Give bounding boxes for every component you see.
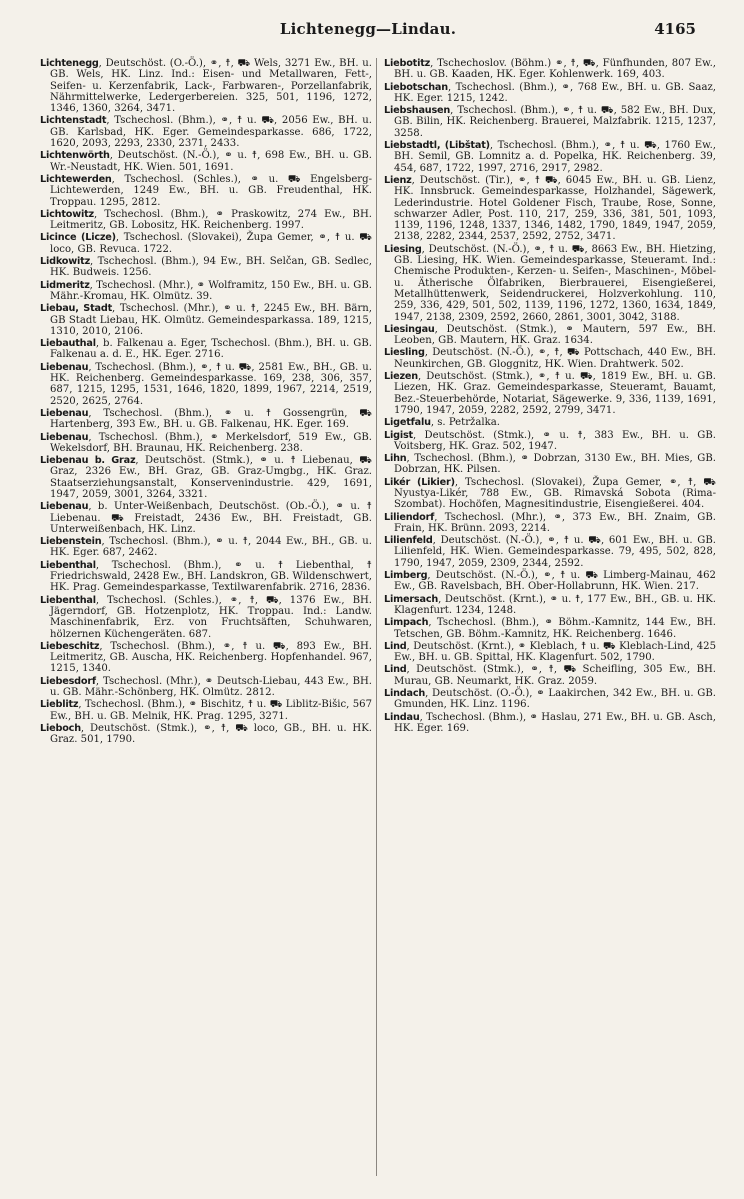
gazetteer-entry: Liebenthal, Tschechosl. (Schles.), ⚭, ☨, ⛟, 1376 Ew., BH. Jägerndorf, GB. Hotzenplotz, HK. Troppau. Ind.: Landw. Maschinenfabrik, Erz. von Fruchtsäften, Schuhwaren, hölzernen Küchengeräten. 687. bbox=[40, 594, 372, 640]
gazetteer-entry: Liebenau, Tschechosl. (Bhm.), ⚭, ☨ u. ⛟, 2581 Ew., BH., GB. u. HK. Reichenberg. Gemeindesparkasse. 169, 238, 306, 357, 687, 1215, 1295, 1531, 1646, 1820, 1899, 1967, 2214, 2519, 2520, 2625, 2764. bbox=[40, 361, 372, 407]
entry-place-name: Liebshausen bbox=[384, 105, 451, 117]
entry-place-name: Lieboch bbox=[40, 722, 81, 734]
entry-description: Tschechosl. (Mhr.), ⚭ Deutsch-Liebau, 443 Ew., BH. u. GB. Mähr.-Schönberg, HK. Olmütz. 2812. bbox=[50, 675, 372, 699]
entry-place-name: Lind bbox=[384, 664, 407, 676]
entry-place-name: Limberg bbox=[384, 570, 428, 582]
entry-description: Tschechosl. (Bhm.), ⚭, ☨ u. ⛟, 893 Ew., BH. Leitmeritz, GB. Auscha, HK. Reichenberg. Hopfenhandel. 967, 1215, 1340. bbox=[50, 640, 372, 675]
entry-description: Tschechosl. (Bhm.), ⚭, 768 Ew., BH. u. GB. Saaz, HK. Eger. 1215, 1242. bbox=[394, 81, 716, 104]
entry-place-name: Liebenau bbox=[40, 407, 89, 419]
gazetteer-entry: Lindau, Tschechosl. (Bhm.), ⚭ Haslau, 271 Ew., BH. u. GB. Asch, HK. Eger. 169. bbox=[384, 711, 716, 734]
entry-description: Tschechosl. (Mhr.), ⚭ Wolframitz, 150 Ew., BH. u. GB. Mähr.-Kromau, HK. Olmütz. 39. bbox=[50, 279, 372, 302]
entry-place-name: Liebenau bbox=[40, 501, 89, 513]
right-column bbox=[384, 58, 716, 735]
column-divider bbox=[376, 58, 377, 1176]
gazetteer-entry: Lilienfeld, Deutschöst. (N.-Ö.), ⚭, ☨ u. ⛟, 601 Ew., BH. u. GB. Lilienfeld, HK. Wien. Gemeindesparkasse. 79, 495, 502, 828, 1790, 1947, 2059, 2309, 2344, 2592. bbox=[384, 535, 716, 569]
gazetteer-entry: Lichtewerden, Tschechosl. (Schles.), ⚭ u. ⛟ Engelsberg-Lichtewerden, 1249 Ew., BH. u. GB. Freudenthal, HK. Troppau. 1295, 2812. bbox=[40, 173, 373, 208]
entry-place-name: Liebenstein bbox=[40, 536, 102, 548]
entry-place-name: Lidkowitz bbox=[40, 256, 91, 268]
entry-description: Tschechosl. (Bhm.), ⚭ Praskowitz, 274 Ew., BH. Leitmeritz, GB. Lobositz, HK. Reichenberg. 1997. bbox=[50, 208, 372, 232]
entry-place-name: Lindau bbox=[384, 711, 420, 723]
gazetteer-entry: Liebenau, b. Unter-Weißenbach, Deutschöst. (Ob.-Ö.), ⚭ u. ☨ Liebenau. ⛟ Freistadt, 2436 Ew., BH. Freistadt, GB. Unterweißenbach, HK. Linz. bbox=[40, 501, 372, 535]
entry-place-name: Liebau, Stadt bbox=[40, 303, 113, 315]
entry-description: Tschechosl. (Bhm.), ⚭ u. ☨ Liebenthal, ☨ Friedrichswald, 2428 Ew., BH. Landskron, GB. Wildenschwert, HK. Prag. Gemeindesparkasse, Textilwarenfabrik. 2716, 2836. bbox=[50, 559, 372, 594]
entry-place-name: Liliendorf bbox=[384, 511, 435, 523]
entry-place-name: Lind bbox=[384, 640, 407, 652]
entry-description: Tschechosl. (Bhm.), ⚭ Bischitz, ☨ u. ⛟ Liblitz-Bišic, 567 Ew., BH. u. GB. Melnik, HK. Prag. 1295, 3271. bbox=[50, 699, 372, 722]
gazetteer-entry: Liebauthal, b. Falkenau a. Eger, Tschechosl. (Bhm.), BH. u. GB. Falkenau a. d. E., HK. Eger. 2716. bbox=[40, 338, 372, 361]
entry-description: Tschechosl. (Schles.), ⚭, ☨, ⛟, 1376 Ew., BH. Jägerndorf, GB. Hotzenplotz, HK. Troppau. Ind.: Landw. Maschinenfabrik, Erz. von Fruchtsäften, Schuhwaren, hölzernen Küchengeräten. 687. bbox=[50, 594, 372, 640]
entry-description: s. Petržalka. bbox=[437, 417, 500, 429]
entry-place-name: Liebenau b. Graz bbox=[40, 455, 136, 467]
entry-place-name: Lichtenwörth bbox=[40, 150, 110, 162]
entry-description: Tschechosl. (Bhm.), ⚭, ☨ u. ⛟, 1760 Ew., BH. Semil, GB. Lomnitz a. d. Popelka, HK. Reichenberg. 39, 454, 687, 1722, 1997, 2716, 2917, 2982. bbox=[394, 140, 716, 174]
entry-place-name: Lindach bbox=[384, 688, 426, 700]
entry-description: b. Unter-Weißenbach, Deutschöst. (Ob.-Ö.), ⚭ u. ☨ Liebenau. ⛟ Freistadt, 2436 Ew., BH. Freistadt, GB. Unterweißenbach, HK. Linz. bbox=[50, 501, 372, 535]
gazetteer-entry: Liesingau, Deutschöst. (Stmk.), ⚭ Mautern, 597 Ew., BH. Leoben, GB. Mautern, HK. Graz. 1634. bbox=[384, 323, 716, 347]
entry-description: Deutschöst. (O.-Ö.), ⚭, ☨, ⛟ Wels, 3271 Ew., BH. u. GB. Wels, HK. Linz. Ind.: Eisen- und Metallwaren, Fett-, Seifen- u. Kerzenfabrik, Lack-, Farbwaren-, Porzellanfabrik, Nährmittelwerke, Ledergerbereien. 325, 501, 1196, 1272, 1346, 1360, 3264, 3471. bbox=[50, 58, 372, 115]
gazetteer-entry: Liebenau, Tschechosl. (Bhm.), ⚭ u. ☨ Gossengrün, ⛟ Hartenberg, 393 Ew., BH. u. GB. Falkenau, HK. Eger. 169. bbox=[40, 407, 372, 431]
entry-description: Deutschöst. (O.-Ö.), ⚭ Laakirchen, 342 Ew., BH. u. GB. Gmunden, HK. Linz. 1196. bbox=[394, 688, 716, 711]
entry-place-name: Liebenthal bbox=[40, 594, 96, 606]
gazetteer-entry: Licince (Licze), Tschechosl. (Slovakei), Župa Gemer, ⚭, ☨ u. ⛟ loco, GB. Revuca. 1722. bbox=[40, 232, 372, 255]
entry-place-name: Ligist bbox=[384, 429, 413, 441]
gazetteer-entry: Lindach, Deutschöst. (O.-Ö.), ⚭ Laakirchen, 342 Ew., BH. u. GB. Gmunden, HK. Linz. 1196. bbox=[384, 688, 716, 711]
gazetteer-entry: Lienz, Deutschöst. (Tir.), ⚭, ☨ ⛟, 6045 Ew., BH. u. GB. Lienz, HK. Innsbruck. Gemeindesparkasse, Holzhandel, Sägewerk, Lederindustrie. Hotel Goldener Fisch, Traube, Rose, Sonne, schwarzer Adler, Post. 110, 217, 259, 336, 381, 501, 1093, 1139, 1196, 1248, 1337, 1346, 1482, 1790, 1849, 1947, 2059, 2138, 2282, 2344, 2537, 2592, 2752, 3471. bbox=[384, 174, 717, 243]
entry-place-name: Lidmeritz bbox=[40, 279, 90, 291]
gazetteer-entry: Lichtenstadt, Tschechosl. (Bhm.), ⚭, ☨ u. ⛟, 2056 Ew., BH. u. GB. Karlsbad, HK. Eger. Gemeindesparkasse. 686, 1722, 1620, 2093, 2293, 2330, 2371, 2433. bbox=[40, 115, 372, 150]
gazetteer-entry: Liebotschan, Tschechosl. (Bhm.), ⚭, 768 Ew., BH. u. GB. Saaz, HK. Eger. 1215, 1242. bbox=[384, 81, 716, 104]
gazetteer-entry: Lichtenwörth, Deutschöst. (N.-Ö.), ⚭ u. ☨, 698 Ew., BH. u. GB. Wr.-Neustadt, HK. Wien. 501, 1691. bbox=[40, 150, 372, 173]
entry-description: Deutschöst. (Stmk.), ⚭ Mautern, 597 Ew., BH. Leoben, GB. Mautern, HK. Graz. 1634. bbox=[394, 323, 716, 347]
gazetteer-entry: Liesling, Deutschöst. (N.-Ö.), ⚭, ☨, ⛟ Pottschach, 440 Ew., BH. Neunkirchen, GB. Gloggnitz, HK. Wien. Drahtwerk. 502. bbox=[384, 347, 716, 370]
gazetteer-entry: Lihn, Tschechosl. (Bhm.), ⚭ Dobrzan, 3130 Ew., BH. Mies, GB. Dobrzan, HK. Pilsen. bbox=[384, 453, 716, 476]
entry-description: Tschechosl. (Bhm.), ⚭ Merkelsdorf, 519 Ew., GB. Wekelsdorf, BH. Braunau, HK. Reichenberg. 238. bbox=[50, 431, 373, 454]
running-title: Lichtenegg—Lindau. bbox=[279, 20, 457, 38]
left-column bbox=[40, 58, 372, 747]
entry-description: Tschechosl. (Bhm.), 94 Ew., BH. Selčan, GB. Sedlec, HK. Budweis. 1256. bbox=[50, 256, 373, 279]
entry-description: Deutschöst. (Stmk.), ⚭, ☨, ⛟ loco, GB., BH. u. HK. Graz. 501, 1790. bbox=[50, 722, 372, 746]
page-number: 4165 bbox=[654, 20, 696, 38]
entry-place-name: Limpach bbox=[384, 617, 429, 629]
entry-description: Tschechosl. (Bhm.), ⚭ Haslau, 271 Ew., BH. u. GB. Asch, HK. Eger. 169. bbox=[394, 711, 716, 734]
gazetteer-entry: Lind, Deutschöst. (Krnt.), ⚭ Kleblach, ☨ u. ⛟ Kleblach-Lind, 425 Ew., BH. u. GB. Spittal, HK. Klagenfurt. 502, 1790. bbox=[384, 640, 716, 664]
entry-place-name: Liebesdorf bbox=[40, 675, 96, 687]
entry-description: Deutschöst. (N.-Ö.), ⚭, ☨, ⛟ Pottschach, 440 Ew., BH. Neunkirchen, GB. Gloggnitz, HK. Wien. Drahtwerk. 502. bbox=[394, 347, 716, 370]
entry-description: Deutschöst. (Krnt.), ⚭ u. ☨, 177 Ew., BH., GB. u. HK. Klagenfurt. 1234, 1248. bbox=[394, 593, 716, 616]
entry-description: Deutschöst. (Stmk.), ⚭, ☨, ⛟ Scheifling, 305 Ew., BH. Murau, GB. Neumarkt, HK. Graz. 2059. bbox=[394, 664, 716, 687]
entry-place-name: Lichtenstadt bbox=[40, 115, 107, 127]
gazetteer-entry: Lidkowitz, Tschechosl. (Bhm.), 94 Ew., BH. Selčan, GB. Sedlec, HK. Budweis. 1256. bbox=[40, 256, 373, 279]
entry-description: Deutschöst. (Krnt.), ⚭ Kleblach, ☨ u. ⛟ Kleblach-Lind, 425 Ew., BH. u. GB. Spittal, HK. Klagenfurt. 502, 1790. bbox=[394, 640, 716, 664]
gazetteer-entry: Liebesdorf, Tschechosl. (Mhr.), ⚭ Deutsch-Liebau, 443 Ew., BH. u. GB. Mähr.-Schönberg, HK. Olmütz. 2812. bbox=[40, 675, 372, 699]
gazetteer-entry: Lind, Deutschöst. (Stmk.), ⚭, ☨, ⛟ Scheifling, 305 Ew., BH. Murau, GB. Neumarkt, HK. Graz. 2059. bbox=[384, 664, 716, 687]
gazetteer-entry: Ligetfalu, s. Petržalka. bbox=[384, 417, 500, 429]
running-head bbox=[40, 20, 696, 42]
entry-description: Tschechosl. (Bhm.), ⚭ u. ☨ Gossengrün, ⛟ Hartenberg, 393 Ew., BH. u. GB. Falkenau, HK. Eger. 169. bbox=[50, 407, 372, 431]
entry-description: Tschechosl. (Schles.), ⚭ u. ⛟ Engelsberg-Lichtewerden, 1249 Ew., BH. u. GB. Freudenthal, HK. Troppau. 1295, 2812. bbox=[50, 173, 373, 208]
entry-description: Tschechosl. (Bhm.), ⚭ Böhm.-Kamnitz, 144 Ew., BH. Tetschen, GB. Böhm.-Kamnitz, HK. Reichenberg. 1646. bbox=[394, 617, 716, 640]
entry-description: b. Falkenau a. Eger, Tschechosl. (Bhm.), BH. u. GB. Falkenau a. d. E., HK. Eger. 2716. bbox=[50, 338, 372, 361]
entry-description: Tschechoslov. (Böhm.) ⚭, ☨, ⛟, Fünfhunden, 807 Ew., BH. u. GB. Kaaden, HK. Eger. Kohlenwerk. 169, 403. bbox=[394, 58, 716, 81]
gazetteer-entry: Lichtowitz, Tschechosl. (Bhm.), ⚭ Praskowitz, 274 Ew., BH. Leitmeritz, GB. Lobositz, HK. Reichenberg. 1997. bbox=[40, 208, 372, 232]
entry-place-name: Lienz bbox=[384, 174, 412, 186]
entry-place-name: Limersach bbox=[384, 593, 439, 605]
entry-place-name: Liebenau bbox=[40, 361, 89, 373]
entry-place-name: Lihn bbox=[384, 453, 407, 465]
gazetteer-entry: Liebenau, Tschechosl. (Bhm.), ⚭ Merkelsdorf, 519 Ew., GB. Wekelsdorf, BH. Braunau, HK. Reichenberg. 238. bbox=[40, 431, 373, 454]
gazetteer-entry: Liebenau b. Graz, Deutschöst. (Stmk.), ⚭ u. ☨ Liebenau, ⛟ Graz, 2326 Ew., BH. Graz, GB. Graz-Umgbg., HK. Graz. Staatserziehungsanstalt, Konservenindustrie. 429, 1691, 1947, 2059, 3001, 3264, 3321. bbox=[40, 455, 372, 500]
entry-place-name: Liesling bbox=[384, 347, 425, 359]
gazetteer-entry: Limersach, Deutschöst. (Krnt.), ⚭ u. ☨, 177 Ew., BH., GB. u. HK. Klagenfurt. 1234, 1248. bbox=[384, 593, 716, 616]
entry-description: Tschechosl. (Bhm.), ⚭ u. ☨, 2044 Ew., BH., GB. u. HK. Eger. 687, 2462. bbox=[50, 536, 372, 559]
entry-description: Deutschöst. (Stmk.), ⚭, ☨ u. ⛟, 1819 Ew., BH. u. GB. Liezen, HK. Graz. Gemeindesparkasse, Steueramt, Bauamt, Bez.-Steuerbehörde, Notariat, Sägewerke. 9, 336, 1139, 1691, 1790, 1947, 2059, 2282, 2592, 2799, 3471. bbox=[394, 371, 716, 416]
gazetteer-entry: Liebenthal, Tschechosl. (Bhm.), ⚭ u. ☨ Liebenthal, ☨ Friedrichswald, 2428 Ew., BH. Landskron, GB. Wildenschwert, HK. Prag. Gemeindesparkasse, Textilwarenfabrik. 2716, 2836. bbox=[40, 559, 372, 594]
entry-place-name: Liebotschan bbox=[384, 81, 448, 93]
gazetteer-entry: Likér (Likier), Tschechosl. (Slovakei), Župa Gemer, ⚭, ☨, ⛟ Nyustya-Likér, 788 Ew., GB. Rimavská Sobota (Rima-Szombat). Hochöfen, Magnesitindustrie, Eisengießerei. 404. bbox=[384, 476, 717, 511]
entry-place-name: Ligetfalu bbox=[384, 417, 431, 429]
entry-description: Tschechosl. (Slovakei), Župa Gemer, ⚭, ☨ u. ⛟ loco, GB. Revuca. 1722. bbox=[50, 232, 372, 255]
gazetteer-entry: Liebotitz, Tschechoslov. (Böhm.) ⚭, ☨, ⛟, Fünfhunden, 807 Ew., BH. u. GB. Kaaden, HK. Eger. Kohlenwerk. 169, 403. bbox=[384, 58, 716, 81]
gazetteer-entry: Liebenstein, Tschechosl. (Bhm.), ⚭ u. ☨, 2044 Ew., BH., GB. u. HK. Eger. 687, 2462. bbox=[40, 536, 372, 559]
gazetteer-entry: Liebstadtl, (Libštat), Tschechosl. (Bhm.), ⚭, ☨ u. ⛟, 1760 Ew., BH. Semil, GB. Lomnitz a. d. Popelka, HK. Reichenberg. 39, 454, 687, 1722, 1997, 2716, 2917, 2982. bbox=[384, 140, 716, 174]
entry-description: Deutschöst. (N.-Ö.), ⚭, ☨ u. ⛟, 8663 Ew., BH. Hietzing, GB. Liesing, HK. Wien. Gemeindesparkasse, Steueramt. Ind.: Chemische Produkten-, Kerzen- u. Seifen-, Maschinen-, Möbel- u. Ätherische Ölfabriken, Bierbrauerei, Eisengießerei, Metallhüttenwerk, Seidendruckerei, Holzverkohlung. 110, 259, 336, 429, 501, 502, 1139, 1196, 1272, 1360, 1634, 1849, 1947, 2138, 2309, 2592, 2660, 2861, 3001, 3042, 3188. bbox=[394, 243, 716, 323]
gazetteer-entry: Lieblitz, Tschechosl. (Bhm.), ⚭ Bischitz, ☨ u. ⛟ Liblitz-Bišic, 567 Ew., BH. u. GB. Melnik, HK. Prag. 1295, 3271. bbox=[40, 699, 372, 722]
entry-description: Tschechosl. (Bhm.), ⚭, ☨ u. ⛟, 582 Ew., BH. Dux, GB. Bilin, HK. Reichenberg. Brauerei, Malzfabrik. 1215, 1237, 3258. bbox=[394, 105, 717, 139]
entry-description: Deutschöst. (N.-Ö.), ⚭, ☨ u. ⛟, 601 Ew., BH. u. GB. Lilienfeld, HK. Wien. Gemeindesparkasse. 79, 495, 502, 828, 1790, 1947, 2059, 2309, 2344, 2592. bbox=[394, 535, 716, 569]
entry-description: Deutschöst. (Tir.), ⚭, ☨ ⛟, 6045 Ew., BH. u. GB. Lienz, HK. Innsbruck. Gemeindesparkasse, Holzhandel, Sägewerk, Lederindustrie. Hotel Goldener Fisch, Traube, Rose, Sonne, schwarzer Adler, Post. 110, 217, 259, 336, 381, 501, 1093, 1139, 1196, 1248, 1337, 1346, 1482, 1790, 1849, 1947, 2059, 2138, 2282, 2344, 2537, 2592, 2752, 3471. bbox=[394, 174, 717, 243]
entry-description: Deutschöst. (N.-Ö.), ⚭ u. ☨, 698 Ew., BH. u. GB. Wr.-Neustadt, HK. Wien. 501, 1691. bbox=[50, 150, 372, 173]
gazetteer-entry: Liesing, Deutschöst. (N.-Ö.), ⚭, ☨ u. ⛟, 8663 Ew., BH. Hietzing, GB. Liesing, HK. Wien. Gemeindesparkasse, Steueramt. Ind.: Chemische Produkten-, Kerzen- u. Seifen-, Maschinen-, Möbel- u. Ätherische Ölfabriken, Bierbrauerei, Eisengießerei, Metallhüttenwerk, Seidendruckerei, Holzverkohlung. 110, 259, 336, 429, 501, 502, 1139, 1196, 1272, 1360, 1634, 1849, 1947, 2138, 2309, 2592, 2660, 2861, 3001, 3042, 3188. bbox=[384, 243, 716, 323]
gazetteer-entry: Liebshausen, Tschechosl. (Bhm.), ⚭, ☨ u. ⛟, 582 Ew., BH. Dux, GB. Bilin, HK. Reichenberg. Brauerei, Malzfabrik. 1215, 1237, 3258. bbox=[384, 105, 717, 139]
entry-place-name: Liezen bbox=[384, 371, 418, 383]
entry-place-name: Liesing bbox=[384, 243, 422, 255]
entry-description: Deutschöst. (Stmk.), ⚭ u. ☨, 383 Ew., BH. u. GB. Voitsberg, HK. Graz. 502, 1947. bbox=[394, 429, 716, 452]
entry-place-name: Liebauthal bbox=[40, 338, 96, 350]
entry-description: Tschechosl. (Slovakei), Župa Gemer, ⚭, ☨, ⛟ Nyustya-Likér, 788 Ew., GB. Rimavská Sobota (Rima-Szombat). Hochöfen, Magnesitindustrie, Eisengießerei. 404. bbox=[394, 476, 717, 511]
entry-place-name: Likér (Likier) bbox=[384, 476, 455, 488]
entry-place-name: Lichtewerden bbox=[40, 173, 112, 185]
entry-place-name: Lieblitz bbox=[40, 699, 79, 711]
entry-description: Tschechosl. (Bhm.), ⚭, ☨ u. ⛟, 2581 Ew., BH., GB. u. HK. Reichenberg. Gemeindesparkasse. 169, 238, 306, 357, 687, 1215, 1295, 1531, 1646, 1820, 1899, 1967, 2214, 2519, 2520, 2625, 2764. bbox=[50, 361, 372, 407]
entry-description: Tschechosl. (Bhm.), ⚭ Dobrzan, 3130 Ew., BH. Mies, GB. Dobrzan, HK. Pilsen. bbox=[394, 453, 716, 476]
gazetteer-entry: Liliendorf, Tschechosl. (Mhr.), ⚭, 373 Ew., BH. Znaim, GB. Frain, HK. Brünn. 2093, 2214. bbox=[384, 511, 716, 534]
entry-description: Deutschöst. (N.-Ö.), ⚭, ☨ u. ⛟ Limberg-Mainau, 462 Ew., GB. Ravelsbach, BH. Ober-Hollabrunn, HK. Wien. 217. bbox=[394, 570, 716, 593]
entry-place-name: Liesingau bbox=[384, 323, 435, 335]
gazetteer-entry: Ligist, Deutschöst. (Stmk.), ⚭ u. ☨, 383 Ew., BH. u. GB. Voitsberg, HK. Graz. 502, 1947. bbox=[384, 429, 716, 452]
entry-description: Tschechosl. (Mhr.), ⚭ u. ☨, 2245 Ew., BH. Bärn, GB Stadt Liebau, HK. Olmütz. Gemeindesparkassa. 189, 1215, 1310, 2010, 2106. bbox=[50, 303, 372, 337]
entry-description: Deutschöst. (Stmk.), ⚭ u. ☨ Liebenau, ⛟ Graz, 2326 Ew., BH. Graz, GB. Graz-Umgbg., HK. Graz. Staatserziehungsanstalt, Konservenindustrie. 429, 1691, 1947, 2059, 3001, 3264, 3321. bbox=[50, 455, 372, 500]
entry-place-name: Liebotitz bbox=[384, 58, 431, 69]
gazetteer-entry: Limberg, Deutschöst. (N.-Ö.), ⚭, ☨ u. ⛟ Limberg-Mainau, 462 Ew., GB. Ravelsbach, BH. Ober-Hollabrunn, HK. Wien. 217. bbox=[384, 570, 716, 593]
gazetteer-entry: Lidmeritz, Tschechosl. (Mhr.), ⚭ Wolframitz, 150 Ew., BH. u. GB. Mähr.-Kromau, HK. Olmütz. 39. bbox=[40, 279, 372, 302]
gazetteer-entry: Lieboch, Deutschöst. (Stmk.), ⚭, ☨, ⛟ loco, GB., BH. u. HK. Graz. 501, 1790. bbox=[40, 722, 372, 746]
gazetteer-entry: Limpach, Tschechosl. (Bhm.), ⚭ Böhm.-Kamnitz, 144 Ew., BH. Tetschen, GB. Böhm.-Kamnitz, HK. Reichenberg. 1646. bbox=[384, 617, 716, 640]
gazetteer-entry: Liezen, Deutschöst. (Stmk.), ⚭, ☨ u. ⛟, 1819 Ew., BH. u. GB. Liezen, HK. Graz. Gemeindesparkasse, Steueramt, Bauamt, Bez.-Steuerbehörde, Notariat, Sägewerke. 9, 336, 1139, 1691, 1790, 1947, 2059, 2282, 2592, 2799, 3471. bbox=[384, 371, 716, 416]
entry-place-name: Liebstadtl, (Libštat) bbox=[384, 140, 490, 152]
gazetteer-entry: Liebau, Stadt, Tschechosl. (Mhr.), ⚭ u. ☨, 2245 Ew., BH. Bärn, GB Stadt Liebau, HK. Olmütz. Gemeindesparkassa. 189, 1215, 1310, 2010, 2106. bbox=[40, 303, 372, 337]
entry-place-name: Lichtowitz bbox=[40, 208, 94, 220]
gazetteer-entry: Liebeschitz, Tschechosl. (Bhm.), ⚭, ☨ u. ⛟, 893 Ew., BH. Leitmeritz, GB. Auscha, HK. Reichenberg. Hopfenhandel. 967, 1215, 1340. bbox=[40, 640, 372, 675]
gazetteer-entry: Lichtenegg, Deutschöst. (O.-Ö.), ⚭, ☨, ⛟ Wels, 3271 Ew., BH. u. GB. Wels, HK. Linz. Ind.: Eisen- und Metallwaren, Fett-, Seifen- u. Kerzenfabrik, Lack-, Farbwaren-, Porzellanfabrik, Nährmittelwerke, Ledergerbereien. 325, 501, 1196, 1272, 1346, 1360, 3264, 3471. bbox=[40, 58, 372, 115]
entry-place-name: Lilienfeld bbox=[384, 535, 433, 547]
entry-place-name: Liebeschitz bbox=[40, 640, 100, 652]
entry-place-name: Lichtenegg bbox=[40, 58, 99, 69]
entry-place-name: Liebenthal bbox=[40, 559, 96, 571]
entry-description: Tschechosl. (Mhr.), ⚭, 373 Ew., BH. Znaim, GB. Frain, HK. Brünn. 2093, 2214. bbox=[394, 511, 716, 534]
entry-description: Tschechosl. (Bhm.), ⚭, ☨ u. ⛟, 2056 Ew., BH. u. GB. Karlsbad, HK. Eger. Gemeindesparkasse. 686, 1722, 1620, 2093, 2293, 2330, 2371, 2433. bbox=[50, 115, 372, 150]
entry-place-name: Liebenau bbox=[40, 431, 89, 443]
entry-place-name: Licince (Licze) bbox=[40, 232, 116, 244]
